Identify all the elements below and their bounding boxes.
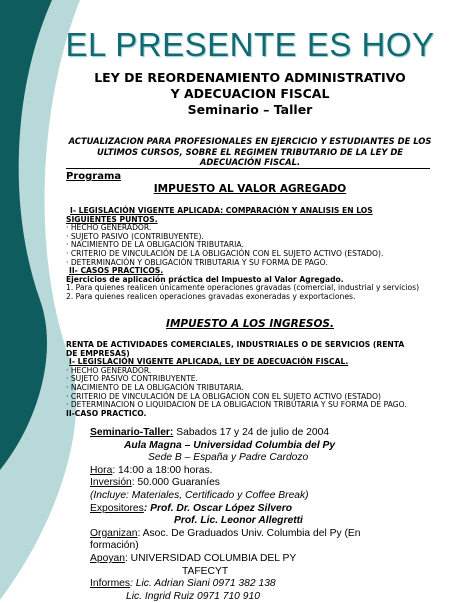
organizan-value-cont: formación) xyxy=(90,540,139,552)
seminar-dates: Sabados 17 y 24 de julio de 2004 xyxy=(176,427,330,438)
organizan-label: Organizan xyxy=(90,527,138,539)
iva-section xyxy=(66,207,446,302)
informes-value: : Lic. Adrian Siani 0971 382 138 xyxy=(130,578,276,590)
iva-item: · NACIMIENTO DE LA OBLIGACIÓN TRIBUTARIA. xyxy=(66,240,244,250)
informes-value-cont: Lic. Ingrid Ruiz 0971 710 910 xyxy=(126,590,260,602)
iva-practice-item: 2. Para quienes realicen operaciones gravadas exoneradas y exportaciones. xyxy=(66,291,356,301)
subtitle-line3: ADECUACIÓN FISCAL. xyxy=(199,157,301,167)
subtitle-line1: ACTUALIZACION PARA PROFESIONALES EN EJERCICIO Y ESTUDIANTES DE LOS xyxy=(68,136,432,146)
inversion-value: : 50.000 Guaraníes xyxy=(131,477,220,489)
renta-item: · HECHO GENERADOR. xyxy=(66,365,152,375)
iva-item: · DETERMINACIÓN Y OBLIGACIÓN TRIBUTARIA Y SU FORMA DE PAGO. xyxy=(66,257,328,267)
law-title-line2: Y ADECUACION FISCAL xyxy=(170,86,330,101)
seminar-details xyxy=(90,427,440,603)
iva-item: · SUJETO PASIVO (CONTRIBUYENTE). xyxy=(66,231,204,241)
renta-item: · SUJETO PASIVO CONTRIBUYENTE. xyxy=(66,374,198,384)
seminar-venue: Aula Magna – Universidad Columbia del Py xyxy=(124,439,336,451)
programa-label: Programa xyxy=(66,171,122,182)
apoyan-value-cont: TAFECYT xyxy=(182,565,229,577)
renta-section2: II-CASO PRACTICO. xyxy=(66,408,147,418)
hora-label: Hora xyxy=(90,464,113,476)
expositor-1: : Prof. Dr. Oscar López Silvero xyxy=(143,502,293,514)
apoyan-value: : UNIVERSIDAD COLUMBIA DEL PY xyxy=(124,552,297,564)
iva-practice-item: 1. Para quienes realicen únicamente operaciones gravadas (comercial, industrial y servicios) xyxy=(66,283,420,293)
expositor-2: Prof. Lic. Leonor Allegretti xyxy=(174,515,303,527)
renta-intro-line2: DE EMPRESAS) xyxy=(66,348,130,358)
iva-section1-line1: I- LEGISLACIÓN VIGENTE APLICADA: COMPARACIÓN Y ANALISIS EN LOS xyxy=(70,206,373,215)
inversion-includes: (Incluye: Materiales, Certificado y Coffee Break) xyxy=(90,489,309,501)
law-title-line1: LEY DE REORDENAMIENTO ADMINISTRATIVO xyxy=(94,70,406,85)
iva-section1-line2: SIGUIENTES PUNTOS. xyxy=(66,214,158,224)
seminar-label: Seminario-Taller: xyxy=(90,427,174,438)
renta-item: · DETERMINACION O LIQUIDACION DE LA OBLIGACION TRIBUTARIA Y SU FORMA DE PAGO. xyxy=(66,400,407,410)
subtitle xyxy=(57,136,443,168)
renta-item: · NACIMIENTO DE LA OBLIGACIÓN TRIBUTARIA. xyxy=(66,382,244,392)
seminar-address: Sede B – España y Padre Cardozo xyxy=(148,452,309,464)
organizan-value: : Asoc. De Graduados Univ. Columbia del Py (En xyxy=(137,527,361,539)
law-title xyxy=(57,70,443,118)
inversion-label: Inversión xyxy=(90,477,132,489)
renta-section xyxy=(66,341,446,418)
renta-heading: IMPUESTO A LOS INGRESOS. xyxy=(166,318,334,330)
iva-heading: IMPUESTO AL VALOR AGREGADO xyxy=(153,183,347,195)
iva-item: · CRITERIO DE VINCULACIÓN DE LA OBLIGACIÓN CON EL SUJETO ACTIVO (ESTADO). xyxy=(66,248,384,258)
main-title: EL PRESENTE ES HOY xyxy=(65,26,435,63)
apoyan-label: Apoyan xyxy=(90,552,125,564)
hora-value: : 14:00 a 18:00 horas. xyxy=(112,464,213,476)
informes-label: Informes xyxy=(90,578,131,590)
renta-item: · CRITERIO DE VINCULACIÓN DE LA OBLIGACION CON EL SUJETO ACTIVO (ESTADO) xyxy=(66,391,381,401)
divider-line xyxy=(66,168,430,169)
iva-item: · HECHO GENERADOR. xyxy=(66,223,152,233)
subtitle-line2: ULTIMOS CURSOS, SOBRE EL REGIMEN TRIBUTARIO DE LA LEY DE xyxy=(96,146,404,157)
renta-section1: I- LEGISLACIÓN VIGENTE APLICADA, LEY DE ADECUACIÓN FISCAL. xyxy=(69,357,349,367)
iva-section2: II- CASOS PRACTICOS. xyxy=(69,266,164,276)
renta-intro-line1: RENTA DE ACTIVIDADES COMERCIALES, INDUSTRIALES O DE SERVICIOS (RENTA xyxy=(66,340,405,349)
seminar-type: Seminario – Taller xyxy=(187,102,313,117)
expositores-label: Expositores xyxy=(90,502,144,514)
iva-practice-title: Ejercicios de aplicación práctica del Impuesto al Valor Agregado. xyxy=(66,274,344,284)
